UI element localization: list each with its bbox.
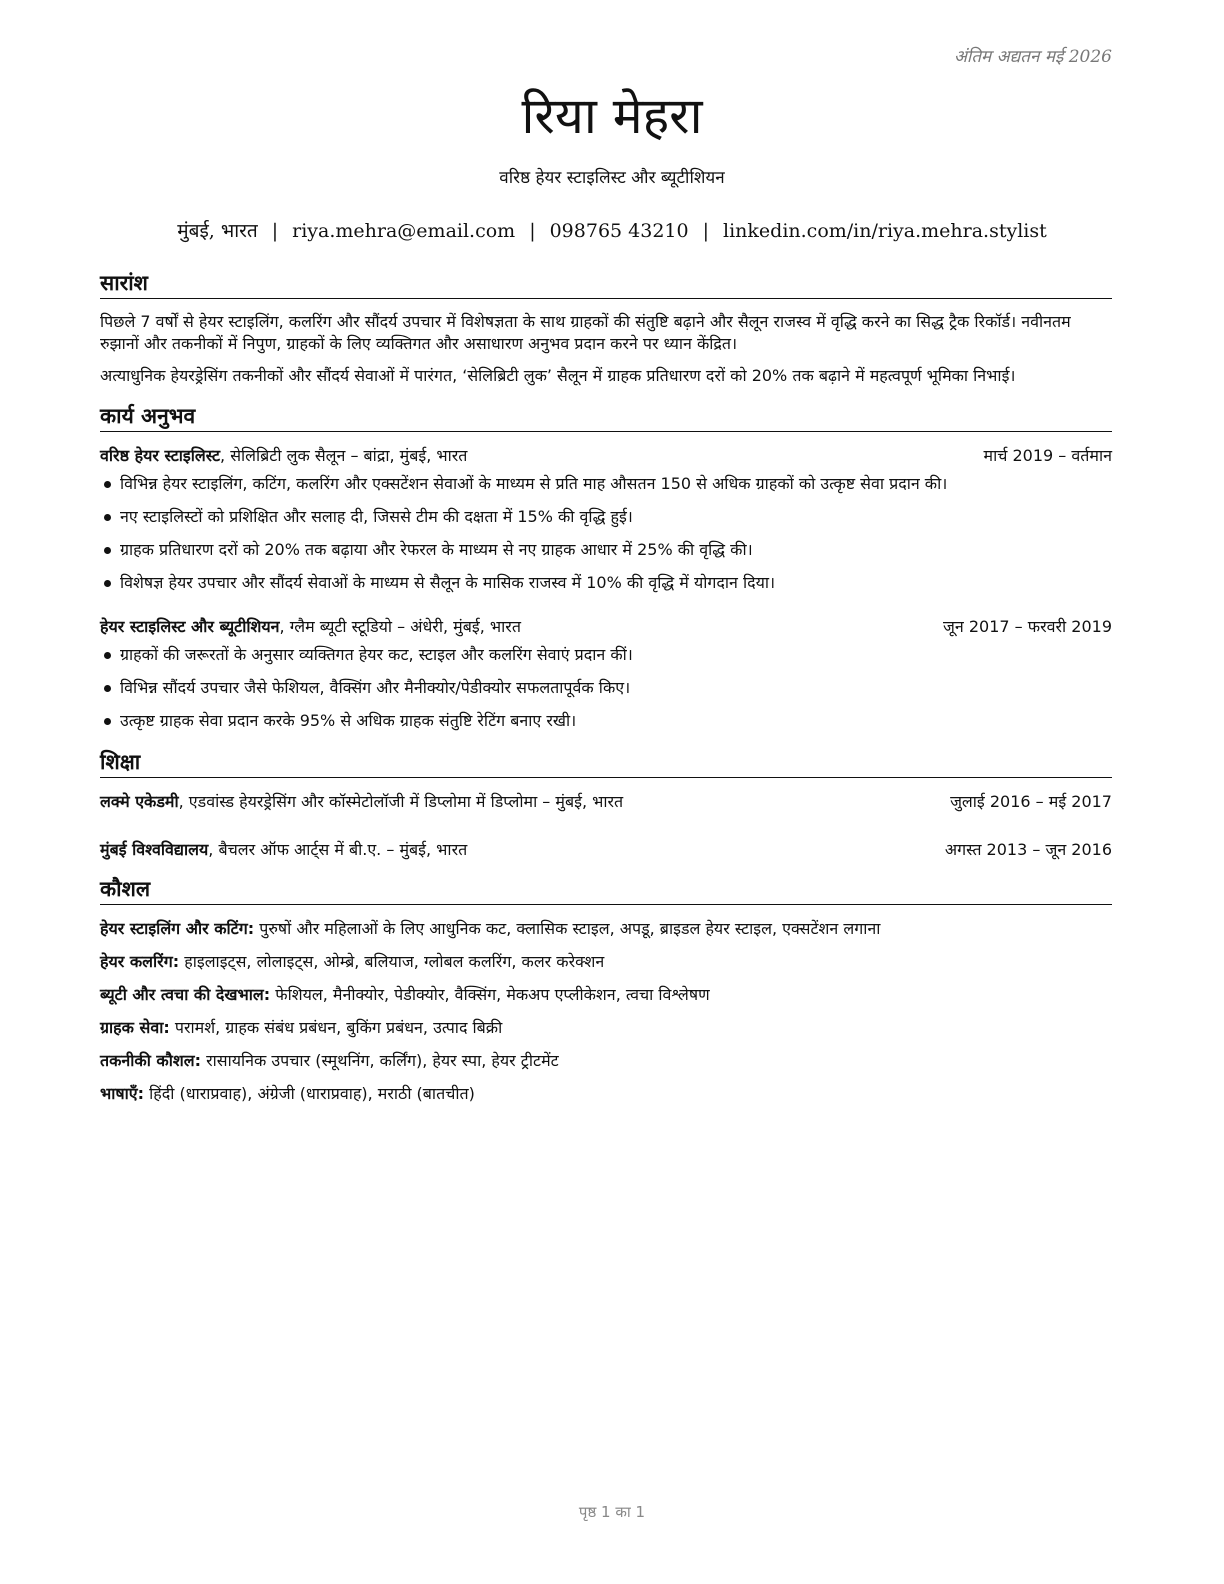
contact-location: मुंबई, भारत [177, 220, 258, 242]
contact-separator: | [529, 220, 536, 242]
section-heading-education: शिक्षा [100, 747, 1112, 778]
resume-content [100, 268, 1112, 1115]
skill-line [100, 917, 1112, 941]
education-entry [100, 790, 1112, 814]
job-bullet: विभिन्न हेयर स्टाइलिंग, कटिंग, कलरिंग और एक्सटेंशन सेवाओं के माध्यम से प्रति माह औसतन 150 से अधिक ग्राहकों को उत्कृष्ट सेवा प्रदान की। [100, 472, 1112, 496]
skill-label: तकनीकी कौशल: [100, 1051, 201, 1070]
skills-section [100, 874, 1112, 1106]
contact-email[interactable]: riya.mehra@email.com [292, 220, 516, 242]
contact-separator: | [702, 220, 710, 242]
candidate-name: रिया मेहरा [521, 87, 703, 145]
skill-label: हेयर स्टाइलिंग और कटिंग: [100, 919, 255, 938]
skill-value: हाइलाइट्स, लोलाइट्स, ओम्ब्रे, बलियाज, ग्लोबल कलरिंग, कलर करेक्शन [179, 952, 605, 971]
skill-line [100, 950, 1112, 974]
page-number: पृष्ठ 1 का 1 [578, 1503, 646, 1521]
skill-value: हिंदी (धाराप्रवाह), अंग्रेजी (धाराप्रवाह), मराठी (बातचीत) [144, 1084, 475, 1103]
skill-label: भाषाएँ: [100, 1084, 145, 1103]
job-header [100, 615, 1112, 639]
section-heading-experience: कार्य अनुभव [100, 401, 1112, 432]
summary-paragraph: अत्याधुनिक हेयरड्रेसिंग तकनीकों और सौंदर्य सेवाओं में पारंगत, ‘सेलिब्रिटी लुक’ सैलून में ग्राहक प्रतिधारण दरों को 20% तक बढ़ाने में महत्वपूर्ण भूमिका निभाई। [100, 366, 1016, 385]
education-dates: जुलाई 2016 – मई 2017 [950, 792, 1112, 811]
education-institution: लक्मे एकेडमी [100, 792, 179, 811]
job-details: , ग्लैम ब्यूटी स्टूडियो – अंधेरी, मुंबई, भारत [279, 617, 521, 636]
job-bullet: विभिन्न सौंदर्य उपचार जैसे फेशियल, वैक्सिंग और मैनीक्योर/पेडीक्योर सफलतापूर्वक किए। [100, 676, 1112, 700]
skill-value: परामर्श, ग्राहक संबंध प्रबंधन, बुकिंग प्रबंधन, उत्पाद बिक्री [169, 1018, 503, 1037]
skill-label: ब्यूटी और त्वचा की देखभाल: [100, 985, 271, 1004]
job-bullets [100, 643, 1112, 733]
skill-label: ग्राहक सेवा: [100, 1018, 170, 1037]
job-bullet: विशेषज्ञ हेयर उपचार और सौंदर्य सेवाओं के माध्यम से सैलून के मासिक राजस्व में 10% की वृद्धि में योगदान दिया। [100, 571, 1112, 595]
skill-value: फेशियल, मैनीक्योर, पेडीक्योर, वैक्सिंग, मेकअप एप्लीकेशन, त्वचा विश्लेषण [270, 985, 710, 1004]
skill-line [100, 1016, 1112, 1040]
job-details: , सेलिब्रिटी लुक सैलून – बांद्रा, मुंबई, भारत [220, 446, 468, 465]
job-bullet: ग्राहकों की जरूरतों के अनुसार व्यक्तिगत हेयर कट, स्टाइल और कलरिंग सेवाएं प्रदान कीं। [100, 643, 1112, 667]
job-role: वरिष्ठ हेयर स्टाइलिस्ट [100, 446, 221, 465]
job-bullets [100, 472, 1112, 595]
experience-section [100, 401, 1112, 733]
education-dates: अगस्त 2013 – जून 2016 [944, 840, 1112, 859]
summary-section [100, 268, 1112, 387]
skill-line [100, 1082, 1112, 1106]
job-entry [100, 615, 1112, 733]
education-institution: मुंबई विश्वविद्यालय [100, 840, 209, 859]
skill-value: रासायनिक उपचार (स्मूथनिंग, कर्लिंग), हेयर स्पा, हेयर ट्रीटमेंट [201, 1051, 559, 1070]
education-section [100, 747, 1112, 862]
last-updated: अंतिम अद्यतन मई 2026 [953, 47, 1112, 67]
contact-phone: 098765 43210 [549, 220, 689, 242]
job-role: हेयर स्टाइलिस्ट और ब्यूटीशियन [100, 617, 280, 636]
education-entry [100, 838, 1112, 862]
contact-linkedin[interactable]: linkedin.com/in/riya.mehra.stylist [723, 220, 1047, 242]
education-details: , एडवांस्ड हेयरड्रेसिंग और कॉस्मेटोलॉजी में डिप्लोमा में डिप्लोमा – मुंबई, भारत [178, 792, 624, 811]
contact-line [0, 218, 1224, 244]
job-entry [100, 444, 1112, 595]
summary-paragraph: पिछले 7 वर्षों से हेयर स्टाइलिंग, कलरिंग और सौंदर्य उपचार में विशेषज्ञता के साथ ग्राहकों की संतुष्टि बढ़ाने और सैलून राजस्व में वृद्धि करने का सिद्ध ट्रैक रिकॉर्ड। नवीनतम रुझानों और तकनीकों में निपुण, ग्राहकों के लिए व्यक्तिगत और असाधारण अनुभव प्रदान करने पर ध्यान केंद्रित। [100, 312, 1071, 353]
job-dates: जून 2017 – फरवरी 2019 [943, 617, 1112, 636]
section-heading-summary: सारांश [100, 268, 1112, 299]
contact-separator: | [271, 220, 279, 242]
skill-line [100, 983, 1112, 1007]
job-bullet: उत्कृष्ट ग्राहक सेवा प्रदान करके 95% से अधिक ग्राहक संतुष्टि रेटिंग बनाए रखी। [100, 709, 1112, 733]
candidate-title: वरिष्ठ हेयर स्टाइलिस्ट और ब्यूटीशियन [499, 168, 725, 188]
skill-value: पुरुषों और महिलाओं के लिए आधुनिक कट, क्लासिक स्टाइल, अपडू, ब्राइडल हेयर स्टाइल, एक्सटेंशन लगाना [254, 919, 881, 938]
skill-label: हेयर कलरिंग: [100, 952, 180, 971]
job-header [100, 444, 1112, 468]
job-dates: मार्च 2019 – वर्तमान [983, 446, 1112, 465]
skill-line [100, 1049, 1112, 1073]
job-bullet: ग्राहक प्रतिधारण दरों को 20% तक बढ़ाया और रेफरल के माध्यम से नए ग्राहक आधार में 25% की वृद्धि की। [100, 538, 1112, 562]
section-heading-skills: कौशल [100, 874, 1112, 905]
education-details: , बैचलर ऑफ आर्ट्स में बी.ए. – मुंबई, भारत [208, 840, 468, 859]
job-bullet: नए स्टाइलिस्टों को प्रशिक्षित और सलाह दी, जिससे टीम की दक्षता में 15% की वृद्धि हुई। [100, 505, 1112, 529]
